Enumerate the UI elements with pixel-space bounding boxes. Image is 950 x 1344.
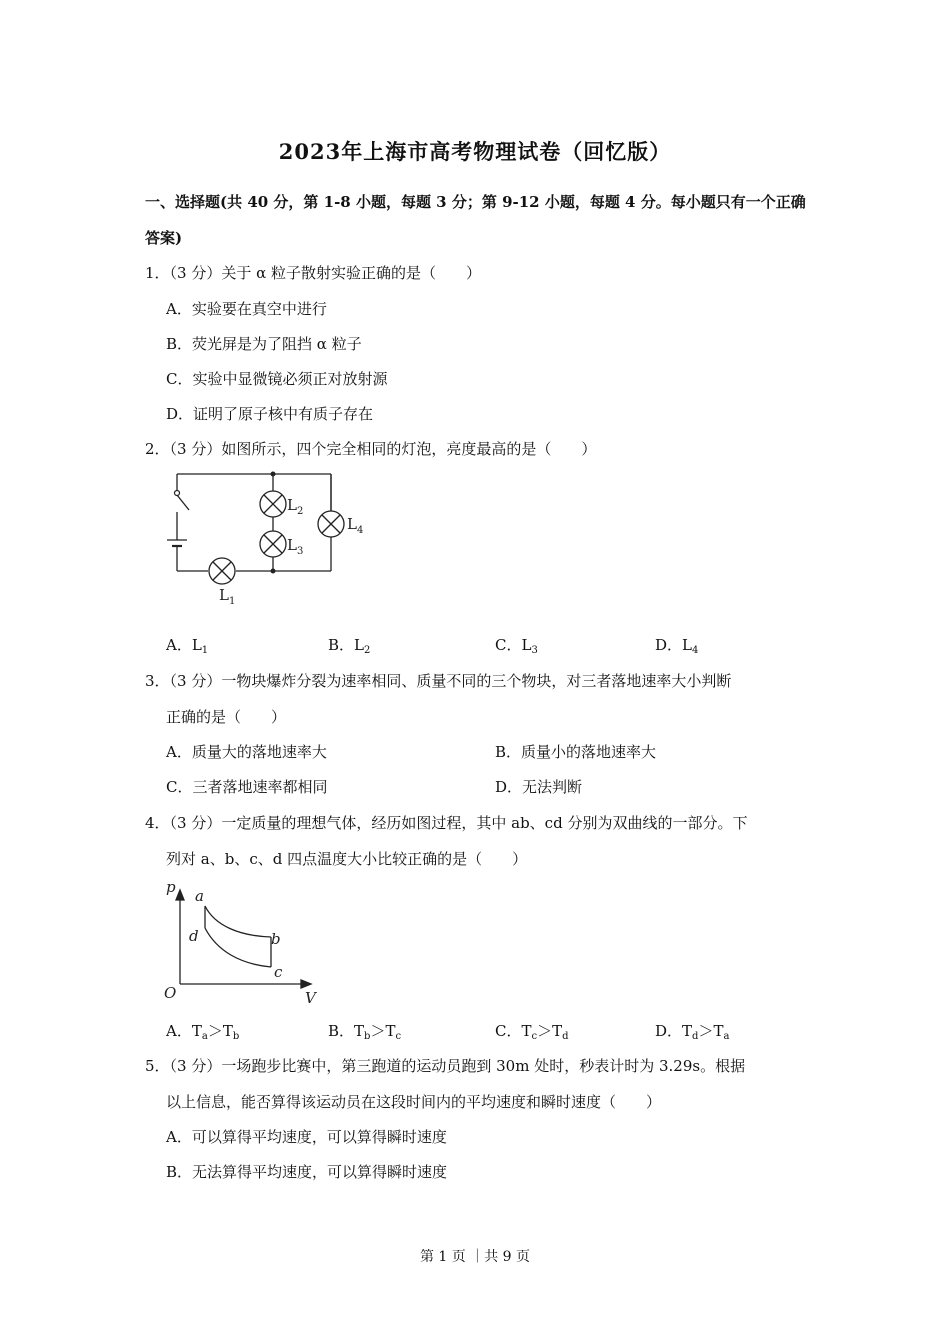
axis-v: V xyxy=(305,989,316,1007)
question-2-option-b: B．$L_2$ xyxy=(328,636,371,656)
question-4-option-d: D．$T_d>T_a$ xyxy=(655,1022,730,1042)
question-2-option-c: C．$L_3$ xyxy=(495,636,538,656)
axis-p: p xyxy=(166,878,176,896)
svg-text:L4 xyxy=(347,515,363,536)
question-4-stem-line1: 4．（3 分）一定质量的理想气体，经历如图过程，其中 ab、cd 分别为双曲线的一部分。下 xyxy=(145,814,748,832)
question-5-option-b: B．无法算得平均速度，可以算得瞬时速度 xyxy=(166,1163,448,1181)
svg-text:L2 xyxy=(287,496,303,517)
point-a: a xyxy=(195,887,204,905)
svg-text:L3 xyxy=(287,536,303,557)
question-1-option-a: A．实验要在真空中进行 xyxy=(166,300,327,318)
page-footer: 第 1 页 ｜共 9 页 xyxy=(419,1249,531,1265)
label-l4: L xyxy=(347,515,357,533)
label-l3: L xyxy=(287,536,297,554)
question-3-option-a: A．质量大的落地速率大 xyxy=(166,743,327,761)
question-4-option-b: B．$T_b>T_c$ xyxy=(328,1022,402,1042)
label-l4-sub: 4 xyxy=(356,525,364,536)
section-heading: 一、选择题(共 40 分，第 1-8 小题，每题 3 分；第 9-12 小题，每题 4 分。每小题只有一个正确答案) xyxy=(145,193,806,247)
question-3-option-b: B．质量小的落地速率大 xyxy=(495,743,657,761)
question-3-stem-line1: 3．（3 分）一物块爆炸分裂为速率相同、质量不同的三个物块，对三者落地速率大小判断 xyxy=(145,672,732,690)
question-1-option-d: D．证明了原子核中有质子存在 xyxy=(166,405,374,423)
question-3-option-d: D．无法判断 xyxy=(495,778,583,796)
page-title: 2023年上海市高考物理试卷（回忆版） xyxy=(278,139,672,164)
question-2-stem: 2．（3 分）如图所示，四个完全相同的灯泡，亮度最高的是（ ） xyxy=(145,440,597,458)
question-5-stem-line1: 5．（3 分）一场跑步比赛中，第三跑道的运动员跑到 30m 处时，秒表计时为 3.29s。根据 xyxy=(145,1057,746,1075)
svg-text:L1 xyxy=(219,586,235,607)
circuit-diagram xyxy=(160,466,380,616)
question-1-option-c: C．实验中显微镜必须正对放射源 xyxy=(166,370,388,388)
point-c: c xyxy=(274,963,283,981)
question-2-option-a: A．$L_1$ xyxy=(166,636,209,656)
question-5-stem-line2: 以上信息，能否算得该运动员在这段时间内的平均速度和瞬时速度（ ） xyxy=(166,1093,662,1111)
point-b: b xyxy=(271,930,281,948)
question-3-option-c: C．三者落地速率都相同 xyxy=(166,778,328,796)
label-l1-sub: 1 xyxy=(228,596,236,607)
label-l2: L xyxy=(287,496,297,514)
label-l3-sub: 3 xyxy=(296,546,304,557)
label-l2-sub: 2 xyxy=(296,506,304,517)
pv-diagram xyxy=(155,876,330,1011)
question-3-stem-line2: 正确的是（ ） xyxy=(166,708,287,726)
point-d: d xyxy=(189,927,199,945)
origin-o: O xyxy=(164,984,177,1002)
question-4-option-a: A．$T_a>T_b$ xyxy=(166,1022,240,1042)
question-1-option-b: B．荧光屏是为了阻挡 α 粒子 xyxy=(166,335,362,353)
label-l1: L xyxy=(219,586,229,604)
question-1-stem: 1．（3 分）关于 α 粒子散射实验正确的是（ ） xyxy=(145,264,482,282)
question-2-option-d: D．$L_4$ xyxy=(655,636,699,656)
question-4-option-c: C．$T_c>T_d$ xyxy=(495,1022,569,1042)
question-4-stem-line2: 列对 a、b、c、d 四点温度大小比较正确的是（ ） xyxy=(166,850,528,868)
question-5-option-a: A．可以算得平均速度，可以算得瞬时速度 xyxy=(166,1128,447,1146)
